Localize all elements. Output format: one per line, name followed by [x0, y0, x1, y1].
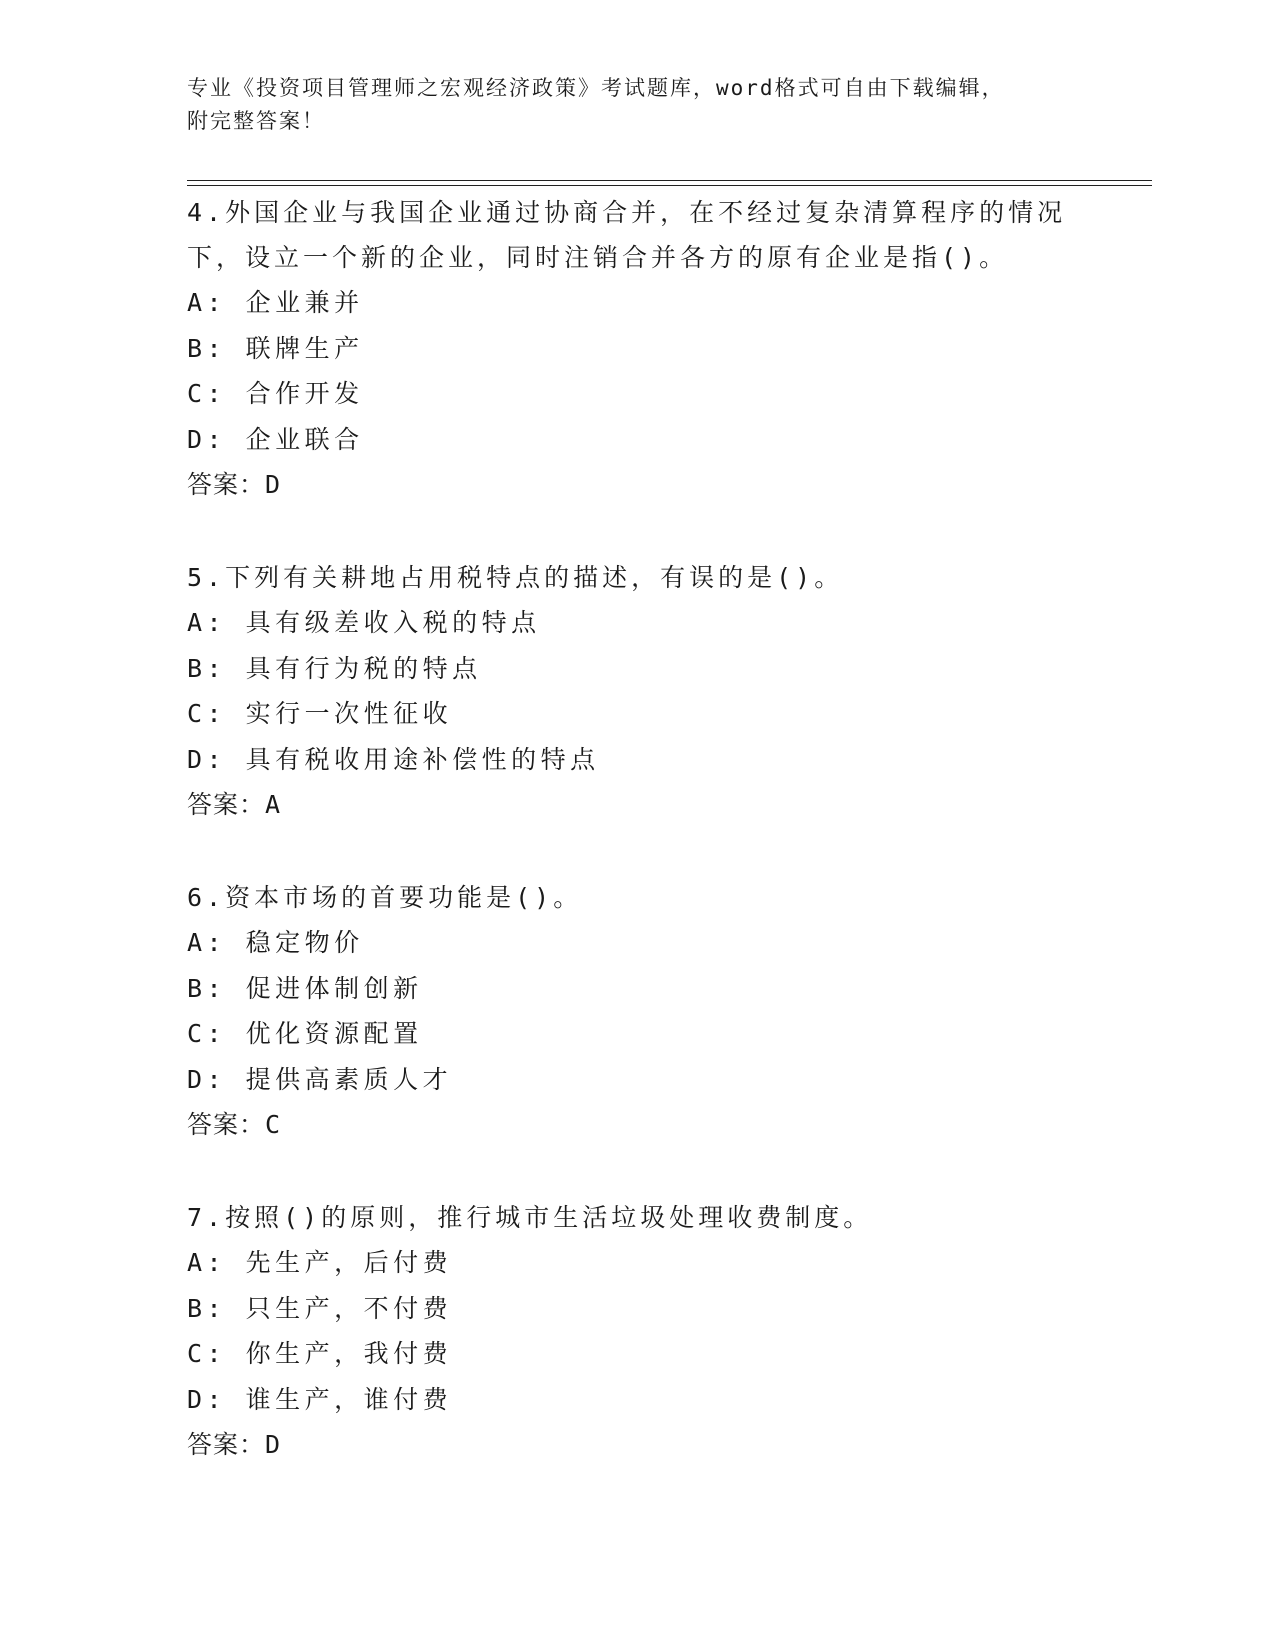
answer-label: 答案： — [187, 790, 266, 819]
question-stem: 4.外国企业与我国企业通过协商合并，在不经过复杂清算程序的情况下，设立一个新的企业，同时注销合并各方的原有企业是指()。 — [187, 198, 1067, 272]
answer-line — [187, 1422, 1127, 1468]
header-divider-top — [187, 180, 1152, 181]
question-stem: 7.按照()的原则，推行城市生活垃圾处理收费制度。 — [187, 1203, 873, 1232]
answer-line — [187, 1102, 1127, 1148]
question-6 — [187, 875, 1127, 1148]
answer-label: 答案： — [187, 1430, 266, 1459]
question-5 — [187, 555, 1127, 828]
answer-label: 答案： — [187, 1110, 266, 1139]
option-a: A: 先生产，后付费 — [187, 1248, 453, 1277]
answer-value: C — [265, 1110, 282, 1139]
option-b: B: 促进体制创新 — [187, 973, 423, 1003]
answer-label: 答案： — [187, 470, 266, 499]
option-d: D: 提供高素质人才 — [187, 1064, 453, 1094]
question-7 — [187, 1195, 1127, 1468]
option-d: D: 具有税收用途补偿性的特点 — [187, 744, 600, 774]
option-b: B: 具有行为税的特点 — [187, 653, 482, 683]
option-c: C: 合作开发 — [187, 379, 364, 408]
answer-line — [187, 462, 1127, 508]
header-line-2: 附完整答案！ — [187, 109, 325, 133]
option-a: A: 企业兼并 — [187, 288, 364, 317]
option-d: D: 谁生产，谁付费 — [187, 1384, 453, 1414]
question-stem: 6.资本市场的首要功能是()。 — [187, 883, 583, 912]
option-c: C: 优化资源配置 — [187, 1019, 423, 1048]
option-b: B: 联牌生产 — [187, 333, 364, 363]
question-list — [187, 190, 1127, 1515]
question-stem: 5.下列有关耕地占用税特点的描述，有误的是()。 — [187, 563, 844, 592]
option-c: C: 实行一次性征收 — [187, 699, 453, 728]
option-a: A: 稳定物价 — [187, 928, 364, 957]
answer-value: D — [265, 1430, 282, 1459]
header-divider-bottom — [187, 185, 1152, 186]
question-4 — [187, 190, 1127, 508]
answer-line — [187, 782, 1127, 828]
option-d: D: 企业联合 — [187, 424, 364, 454]
option-a: A: 具有级差收入税的特点 — [187, 608, 541, 637]
answer-value: D — [265, 470, 282, 499]
answer-value: A — [265, 790, 282, 819]
document-header — [187, 72, 1067, 138]
header-line-1: 专业《投资项目管理师之宏观经济政策》考试题库，word格式可自由下载编辑， — [187, 76, 1005, 100]
option-b: B: 只生产，不付费 — [187, 1293, 453, 1323]
option-c: C: 你生产，我付费 — [187, 1339, 453, 1368]
